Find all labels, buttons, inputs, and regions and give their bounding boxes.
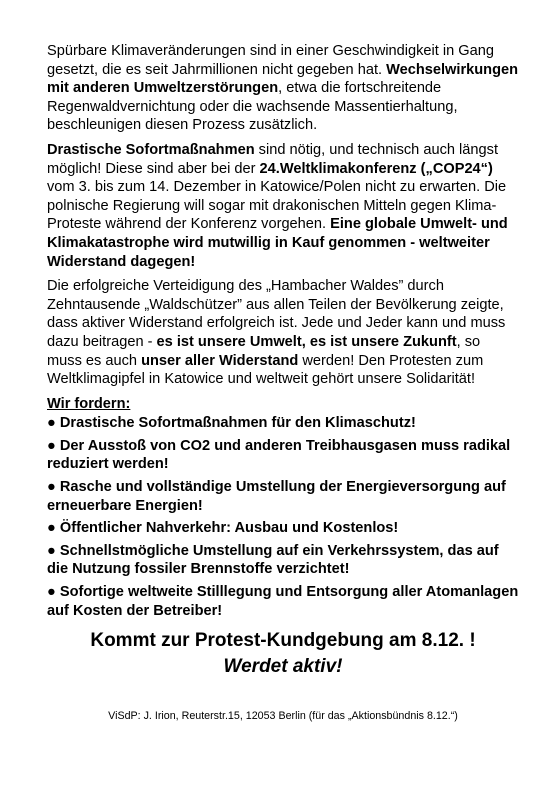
- call-to-action-2: Werdet aktiv!: [223, 656, 343, 678]
- demand-item: ● Öffentlicher Nahverkehr: Ausbau und Kostenlos!: [47, 520, 399, 537]
- resistance-paragraph: [47, 277, 519, 389]
- resistance-text-3: werden! Den Protesten zum Weltklimagipfel in Katowice und weltweit gehört unsere Solidarität!: [47, 352, 484, 388]
- demand-item: ● Schnellstmögliche Umstellung auf ein Verkehrssystem, das auf die Nutzung fossiler Brennstoffe verzichtet!: [47, 542, 499, 578]
- intro-text-2: , etwa die fortschreitende Regenwaldvernichtung oder die wachsende Massentierhaltung, beschleunigen diesen Prozess zusätzlich.: [47, 80, 458, 134]
- demand-item: ● Drastische Sofortmaßnahmen für den Klimaschutz!: [47, 415, 416, 432]
- intro-bold-1: Wechselwirkungen mit anderen Umweltzerstörungen: [47, 61, 519, 97]
- demands-heading: Wir fordern:: [47, 395, 131, 412]
- measures-text-2: vom 3. bis zum 14. Dezember in Katowice/Polen nicht zu erwarten. Die polnische Regierung will sogar mit drakonischen Mitteln gegen Klima-Proteste während der Konferenz vorgehen.: [47, 179, 507, 233]
- resistance-bold-1: es ist unsere Umwelt, es ist unsere Zukunft: [156, 333, 457, 350]
- measures-bold-2: 24.Weltklimakonferenz („COP24“): [259, 160, 493, 177]
- flyer-content: [47, 42, 519, 726]
- resistance-text-1: Die erfolgreiche Verteidigung des „Hambacher Waldes” durch Zehntausende „Waldschützer” aus allen Teilen der Bevölkerung zeigte, dass aktiver Widerstand erfolgreich ist. Jede und Jeder kann und muss dazu beitragen -: [47, 278, 506, 350]
- measures-text-1: sind nötig, und technisch auch längst möglich! Diese sind aber bei der: [47, 141, 499, 177]
- resistance-text-2: , so muss es auch: [47, 333, 481, 369]
- demand-item: ● Sofortige weltweite Stilllegung und Entsorgung aller Atomanlagen auf Kosten der Betreiber!: [47, 584, 519, 619]
- demand-item: ● Rasche und vollständige Umstellung der Energieversorgung auf erneuerbare Energien!: [47, 479, 506, 514]
- demands-list: [47, 414, 519, 620]
- imprint: ViSdP: J. Irion, Reuterstr.15, 12053 Berlin (für das „Aktionsbündnis 8.12.“): [108, 710, 458, 723]
- resistance-bold-2: unser aller Widerstand: [141, 352, 299, 369]
- call-to-action: Kommt zur Protest-Kundgebung am 8.12. !: [90, 630, 476, 652]
- intro-text-1: Spürbare Klimaveränderungen sind in einer Geschwindigkeit in Gang gesetzt, die es seit Jahrmillionen nicht gegeben hat.: [47, 43, 494, 78]
- measures-bold-1: Drastische Sofortmaßnahmen: [47, 141, 255, 158]
- demand-item: ● Der Ausstoß von CO2 und anderen Treibhausgasen muss radikal reduziert werden!: [47, 437, 511, 473]
- measures-paragraph: [47, 141, 519, 271]
- intro-paragraph: [47, 42, 519, 135]
- measures-bold-3: Eine globale Umwelt- und Klimakatastrophe wird mutwillig in Kauf genommen - weltweiter Widerstand dagegen!: [47, 216, 508, 270]
